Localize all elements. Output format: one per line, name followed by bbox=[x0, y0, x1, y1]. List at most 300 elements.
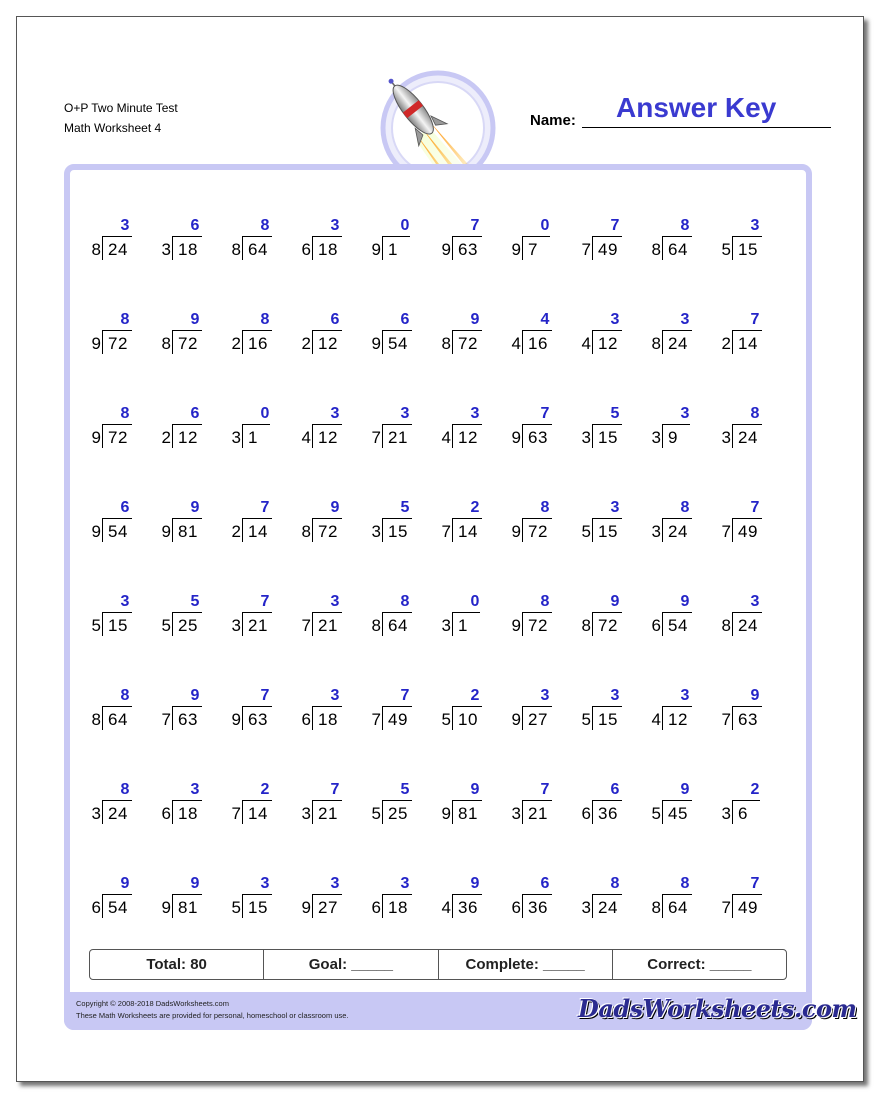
divisor: 6 bbox=[581, 804, 591, 823]
division-problem bbox=[434, 684, 504, 734]
division-problem bbox=[84, 402, 154, 452]
division-problem bbox=[574, 214, 644, 264]
quotient-answer: 9 bbox=[190, 875, 200, 892]
divisor: 6 bbox=[91, 898, 101, 917]
copyright-line: Copyright © 2008-2018 DadsWorksheets.com bbox=[76, 999, 229, 1008]
divisor: 8 bbox=[581, 616, 591, 635]
divisor: 4 bbox=[651, 710, 661, 729]
divisor: 9 bbox=[511, 428, 521, 447]
divisor: 4 bbox=[301, 428, 311, 447]
dividend: 16 bbox=[242, 330, 272, 354]
division-problem bbox=[434, 402, 504, 452]
dividend: 24 bbox=[662, 330, 692, 354]
dividend: 15 bbox=[592, 518, 622, 542]
dividend: 63 bbox=[452, 236, 482, 260]
complete-cell[interactable]: Complete: _____ bbox=[439, 950, 613, 979]
problem-row bbox=[84, 402, 784, 496]
divisor: 5 bbox=[651, 804, 661, 823]
dividend: 72 bbox=[522, 518, 552, 542]
division-problem bbox=[714, 590, 784, 640]
quotient-answer: 3 bbox=[610, 311, 620, 328]
quotient-answer: 2 bbox=[750, 781, 760, 798]
quotient-answer: 8 bbox=[680, 499, 690, 516]
dividend: 63 bbox=[242, 706, 272, 730]
division-problem bbox=[294, 778, 364, 828]
dividend: 49 bbox=[732, 518, 762, 542]
dividend: 15 bbox=[732, 236, 762, 260]
division-problem bbox=[154, 684, 224, 734]
dividend: 15 bbox=[382, 518, 412, 542]
division-problem bbox=[504, 872, 574, 922]
divisor: 4 bbox=[581, 334, 591, 353]
divisor: 7 bbox=[721, 522, 731, 541]
divisor: 8 bbox=[161, 334, 171, 353]
dividend: 72 bbox=[522, 612, 552, 636]
copyright-notice bbox=[76, 998, 349, 1022]
quotient-answer: 8 bbox=[120, 405, 130, 422]
name-field-line[interactable] bbox=[582, 127, 831, 128]
division-problem bbox=[294, 214, 364, 264]
divisor: 9 bbox=[511, 616, 521, 635]
quotient-answer: 9 bbox=[190, 311, 200, 328]
divisor: 5 bbox=[161, 616, 171, 635]
dividend: 64 bbox=[662, 894, 692, 918]
quotient-answer: 9 bbox=[190, 687, 200, 704]
dividend: 25 bbox=[382, 800, 412, 824]
quotient-answer: 6 bbox=[400, 311, 410, 328]
quotient-answer: 8 bbox=[120, 781, 130, 798]
divisor: 9 bbox=[511, 522, 521, 541]
divisor: 3 bbox=[651, 428, 661, 447]
name-label: Name: bbox=[530, 112, 576, 129]
quotient-answer: 3 bbox=[680, 687, 690, 704]
division-problem bbox=[294, 872, 364, 922]
dividend: 24 bbox=[732, 612, 762, 636]
dividend: 25 bbox=[172, 612, 202, 636]
divisor: 6 bbox=[371, 898, 381, 917]
divisor: 3 bbox=[301, 804, 311, 823]
quotient-answer: 4 bbox=[540, 311, 550, 328]
divisor: 9 bbox=[441, 240, 451, 259]
divisor: 9 bbox=[231, 710, 241, 729]
division-problem bbox=[224, 778, 294, 828]
division-problem bbox=[84, 684, 154, 734]
division-problem bbox=[224, 402, 294, 452]
quotient-answer: 5 bbox=[400, 499, 410, 516]
dividend: 64 bbox=[662, 236, 692, 260]
divisor: 5 bbox=[721, 240, 731, 259]
division-problem bbox=[224, 684, 294, 734]
dividend: 49 bbox=[382, 706, 412, 730]
division-problem bbox=[504, 214, 574, 264]
division-problem bbox=[224, 308, 294, 358]
division-problem bbox=[364, 684, 434, 734]
quotient-answer: 8 bbox=[680, 217, 690, 234]
divisor: 9 bbox=[161, 898, 171, 917]
division-problem bbox=[644, 496, 714, 546]
dividend: 1 bbox=[242, 424, 270, 448]
division-problem bbox=[84, 496, 154, 546]
divisor: 9 bbox=[91, 334, 101, 353]
division-problem bbox=[644, 308, 714, 358]
quotient-answer: 8 bbox=[260, 311, 270, 328]
total-cell: Total: 80 bbox=[90, 950, 264, 979]
dividend: 27 bbox=[312, 894, 342, 918]
divisor: 9 bbox=[511, 240, 521, 259]
divisor: 8 bbox=[441, 334, 451, 353]
divisor: 8 bbox=[301, 522, 311, 541]
quotient-answer: 3 bbox=[610, 687, 620, 704]
divisor: 8 bbox=[651, 898, 661, 917]
division-problem bbox=[434, 496, 504, 546]
quotient-answer: 3 bbox=[540, 687, 550, 704]
divisor: 7 bbox=[161, 710, 171, 729]
problem-row bbox=[84, 778, 784, 872]
dividend: 18 bbox=[172, 800, 202, 824]
divisor: 3 bbox=[371, 522, 381, 541]
quotient-answer: 9 bbox=[680, 593, 690, 610]
dividend: 21 bbox=[522, 800, 552, 824]
divisor: 5 bbox=[231, 898, 241, 917]
divisor: 2 bbox=[721, 334, 731, 353]
divisor: 3 bbox=[581, 898, 591, 917]
dividend: 27 bbox=[522, 706, 552, 730]
division-problem bbox=[504, 402, 574, 452]
dividend: 64 bbox=[242, 236, 272, 260]
divisor: 9 bbox=[301, 898, 311, 917]
dividend: 1 bbox=[452, 612, 480, 636]
quotient-answer: 9 bbox=[470, 875, 480, 892]
dividend: 72 bbox=[102, 424, 132, 448]
division-problem bbox=[84, 308, 154, 358]
dividend: 72 bbox=[102, 330, 132, 354]
quotient-answer: 3 bbox=[330, 217, 340, 234]
division-problem bbox=[364, 590, 434, 640]
quotient-answer: 6 bbox=[190, 405, 200, 422]
divisor: 3 bbox=[231, 616, 241, 635]
problem-grid bbox=[84, 214, 784, 966]
dividend: 1 bbox=[382, 236, 410, 260]
division-problem bbox=[364, 308, 434, 358]
divisor: 3 bbox=[721, 428, 731, 447]
quotient-answer: 7 bbox=[750, 499, 760, 516]
dividend: 54 bbox=[382, 330, 412, 354]
quotient-answer: 3 bbox=[330, 405, 340, 422]
brand-logo: DadsWorksheets.com bbox=[578, 994, 857, 1023]
division-problem bbox=[714, 872, 784, 922]
divisor: 2 bbox=[231, 522, 241, 541]
dividend: 64 bbox=[102, 706, 132, 730]
dividend: 49 bbox=[732, 894, 762, 918]
divisor: 3 bbox=[231, 428, 241, 447]
division-problem bbox=[364, 778, 434, 828]
quotient-answer: 3 bbox=[120, 217, 130, 234]
division-problem bbox=[224, 214, 294, 264]
divisor: 6 bbox=[651, 616, 661, 635]
quotient-answer: 3 bbox=[750, 217, 760, 234]
dividend: 18 bbox=[312, 236, 342, 260]
dividend: 24 bbox=[732, 424, 762, 448]
divisor: 3 bbox=[441, 616, 451, 635]
quotient-answer: 9 bbox=[470, 311, 480, 328]
divisor: 4 bbox=[441, 428, 451, 447]
divisor: 2 bbox=[161, 428, 171, 447]
divisor: 8 bbox=[651, 240, 661, 259]
divisor: 3 bbox=[721, 804, 731, 823]
division-problem bbox=[364, 872, 434, 922]
quotient-answer: 7 bbox=[470, 217, 480, 234]
divisor: 9 bbox=[91, 522, 101, 541]
division-problem bbox=[644, 872, 714, 922]
quotient-answer: 9 bbox=[190, 499, 200, 516]
division-problem bbox=[434, 308, 504, 358]
quotient-answer: 3 bbox=[680, 311, 690, 328]
division-problem bbox=[504, 496, 574, 546]
division-problem bbox=[574, 402, 644, 452]
dividend: 36 bbox=[592, 800, 622, 824]
divisor: 4 bbox=[511, 334, 521, 353]
quotient-answer: 7 bbox=[610, 217, 620, 234]
division-problem bbox=[154, 778, 224, 828]
division-problem bbox=[154, 872, 224, 922]
dividend: 21 bbox=[312, 612, 342, 636]
quotient-answer: 8 bbox=[120, 687, 130, 704]
worksheet-title bbox=[64, 98, 178, 138]
dividend: 72 bbox=[592, 612, 622, 636]
dividend: 72 bbox=[312, 518, 342, 542]
dividend: 21 bbox=[242, 612, 272, 636]
dividend: 63 bbox=[732, 706, 762, 730]
dividend: 12 bbox=[662, 706, 692, 730]
divisor: 9 bbox=[91, 428, 101, 447]
division-problem bbox=[84, 872, 154, 922]
divisor: 4 bbox=[441, 898, 451, 917]
divisor: 3 bbox=[651, 522, 661, 541]
division-problem bbox=[294, 684, 364, 734]
divisor: 7 bbox=[581, 240, 591, 259]
divisor: 3 bbox=[91, 804, 101, 823]
quotient-answer: 0 bbox=[540, 217, 550, 234]
title-line-1: O+P Two Minute Test bbox=[64, 101, 178, 115]
dividend: 21 bbox=[312, 800, 342, 824]
quotient-answer: 0 bbox=[470, 593, 480, 610]
dividend: 24 bbox=[662, 518, 692, 542]
dividend: 81 bbox=[172, 894, 202, 918]
problem-row bbox=[84, 308, 784, 402]
quotient-answer: 8 bbox=[680, 875, 690, 892]
division-problem bbox=[154, 590, 224, 640]
divisor: 8 bbox=[91, 710, 101, 729]
dividend: 12 bbox=[312, 330, 342, 354]
division-problem bbox=[714, 402, 784, 452]
division-problem bbox=[644, 590, 714, 640]
divisor: 5 bbox=[441, 710, 451, 729]
divisor: 7 bbox=[301, 616, 311, 635]
division-problem bbox=[574, 778, 644, 828]
correct-cell[interactable]: Correct: _____ bbox=[647, 956, 752, 973]
dividend: 6 bbox=[732, 800, 760, 824]
divisor: 9 bbox=[371, 240, 381, 259]
quotient-answer: 2 bbox=[470, 499, 480, 516]
divisor: 5 bbox=[371, 804, 381, 823]
quotient-answer: 5 bbox=[190, 593, 200, 610]
division-problem bbox=[154, 214, 224, 264]
division-problem bbox=[84, 590, 154, 640]
division-problem bbox=[434, 872, 504, 922]
dividend: 14 bbox=[242, 518, 272, 542]
dividend: 14 bbox=[452, 518, 482, 542]
dividend: 14 bbox=[732, 330, 762, 354]
quotient-answer: 3 bbox=[470, 405, 480, 422]
divisor: 7 bbox=[721, 710, 731, 729]
dividend: 18 bbox=[172, 236, 202, 260]
dividend: 36 bbox=[452, 894, 482, 918]
quotient-answer: 8 bbox=[610, 875, 620, 892]
division-problem bbox=[84, 214, 154, 264]
division-problem bbox=[364, 214, 434, 264]
division-problem bbox=[224, 496, 294, 546]
divisor: 3 bbox=[161, 240, 171, 259]
problem-row bbox=[84, 214, 784, 308]
divisor: 8 bbox=[231, 240, 241, 259]
quotient-answer: 8 bbox=[120, 311, 130, 328]
dividend: 14 bbox=[242, 800, 272, 824]
problem-row bbox=[84, 496, 784, 590]
divisor: 6 bbox=[511, 898, 521, 917]
divisor: 3 bbox=[511, 804, 521, 823]
division-problem bbox=[504, 778, 574, 828]
dividend: 16 bbox=[522, 330, 552, 354]
quotient-answer: 7 bbox=[260, 499, 270, 516]
quotient-answer: 7 bbox=[260, 687, 270, 704]
dividend: 72 bbox=[452, 330, 482, 354]
dividend: 15 bbox=[102, 612, 132, 636]
divisor: 2 bbox=[231, 334, 241, 353]
dividend: 49 bbox=[592, 236, 622, 260]
division-problem bbox=[644, 402, 714, 452]
dividend: 54 bbox=[102, 894, 132, 918]
divisor: 5 bbox=[91, 616, 101, 635]
quotient-answer: 8 bbox=[400, 593, 410, 610]
divisor: 5 bbox=[581, 710, 591, 729]
divisor: 2 bbox=[301, 334, 311, 353]
division-problem bbox=[504, 684, 574, 734]
quotient-answer: 5 bbox=[610, 405, 620, 422]
quotient-answer: 9 bbox=[750, 687, 760, 704]
quotient-answer: 8 bbox=[260, 217, 270, 234]
dividend: 81 bbox=[172, 518, 202, 542]
dividend: 12 bbox=[172, 424, 202, 448]
quotient-answer: 7 bbox=[750, 311, 760, 328]
dividend: 24 bbox=[592, 894, 622, 918]
dividend: 18 bbox=[312, 706, 342, 730]
quotient-answer: 9 bbox=[120, 875, 130, 892]
dividend: 15 bbox=[242, 894, 272, 918]
quotient-answer: 0 bbox=[260, 405, 270, 422]
dividend: 63 bbox=[522, 424, 552, 448]
division-problem bbox=[714, 308, 784, 358]
divisor: 6 bbox=[161, 804, 171, 823]
quotient-answer: 3 bbox=[190, 781, 200, 798]
quotient-answer: 9 bbox=[680, 781, 690, 798]
divisor: 6 bbox=[301, 710, 311, 729]
quotient-answer: 8 bbox=[540, 593, 550, 610]
dividend: 24 bbox=[102, 800, 132, 824]
dividend: 54 bbox=[662, 612, 692, 636]
dividend: 15 bbox=[592, 424, 622, 448]
dividend: 36 bbox=[522, 894, 552, 918]
quotient-answer: 7 bbox=[540, 781, 550, 798]
division-problem bbox=[154, 308, 224, 358]
dividend: 9 bbox=[662, 424, 690, 448]
dividend: 54 bbox=[102, 518, 132, 542]
title-line-2: Math Worksheet 4 bbox=[64, 121, 162, 135]
quotient-answer: 6 bbox=[120, 499, 130, 516]
quotient-answer: 3 bbox=[120, 593, 130, 610]
division-problem bbox=[574, 308, 644, 358]
quotient-answer: 8 bbox=[540, 499, 550, 516]
dividend: 18 bbox=[382, 894, 412, 918]
quotient-answer: 5 bbox=[400, 781, 410, 798]
dividend: 81 bbox=[452, 800, 482, 824]
division-problem bbox=[434, 778, 504, 828]
division-problem bbox=[434, 214, 504, 264]
divisor: 9 bbox=[161, 522, 171, 541]
quotient-answer: 9 bbox=[470, 781, 480, 798]
answer-key-heading: Answer Key bbox=[616, 92, 777, 123]
quotient-answer: 8 bbox=[750, 405, 760, 422]
quotient-answer: 6 bbox=[190, 217, 200, 234]
division-problem bbox=[84, 778, 154, 828]
divisor: 3 bbox=[581, 428, 591, 447]
quotient-answer: 0 bbox=[400, 217, 410, 234]
divisor: 7 bbox=[721, 898, 731, 917]
quotient-answer: 7 bbox=[750, 875, 760, 892]
quotient-answer: 9 bbox=[330, 499, 340, 516]
usage-line: These Math Worksheets are provided for personal, homeschool or classroom use. bbox=[76, 1011, 349, 1020]
goal-cell[interactable]: Goal: _____ bbox=[264, 950, 438, 979]
quotient-answer: 6 bbox=[330, 311, 340, 328]
division-problem bbox=[504, 308, 574, 358]
divisor: 8 bbox=[721, 616, 731, 635]
quotient-answer: 6 bbox=[540, 875, 550, 892]
division-problem bbox=[714, 214, 784, 264]
divisor: 9 bbox=[511, 710, 521, 729]
dividend: 12 bbox=[312, 424, 342, 448]
divisor: 7 bbox=[371, 710, 381, 729]
problem-row bbox=[84, 590, 784, 684]
problem-row bbox=[84, 684, 784, 778]
quotient-answer: 3 bbox=[400, 875, 410, 892]
division-problem bbox=[574, 590, 644, 640]
divisor: 7 bbox=[441, 522, 451, 541]
division-problem bbox=[364, 402, 434, 452]
division-problem bbox=[714, 778, 784, 828]
dividend: 21 bbox=[382, 424, 412, 448]
division-problem bbox=[644, 684, 714, 734]
division-problem bbox=[644, 214, 714, 264]
dividend: 12 bbox=[592, 330, 622, 354]
divisor: 9 bbox=[441, 804, 451, 823]
division-problem bbox=[154, 402, 224, 452]
division-problem bbox=[574, 496, 644, 546]
division-problem bbox=[574, 684, 644, 734]
division-problem bbox=[294, 308, 364, 358]
divisor: 7 bbox=[371, 428, 381, 447]
dividend: 15 bbox=[592, 706, 622, 730]
division-problem bbox=[574, 872, 644, 922]
divisor: 6 bbox=[301, 240, 311, 259]
